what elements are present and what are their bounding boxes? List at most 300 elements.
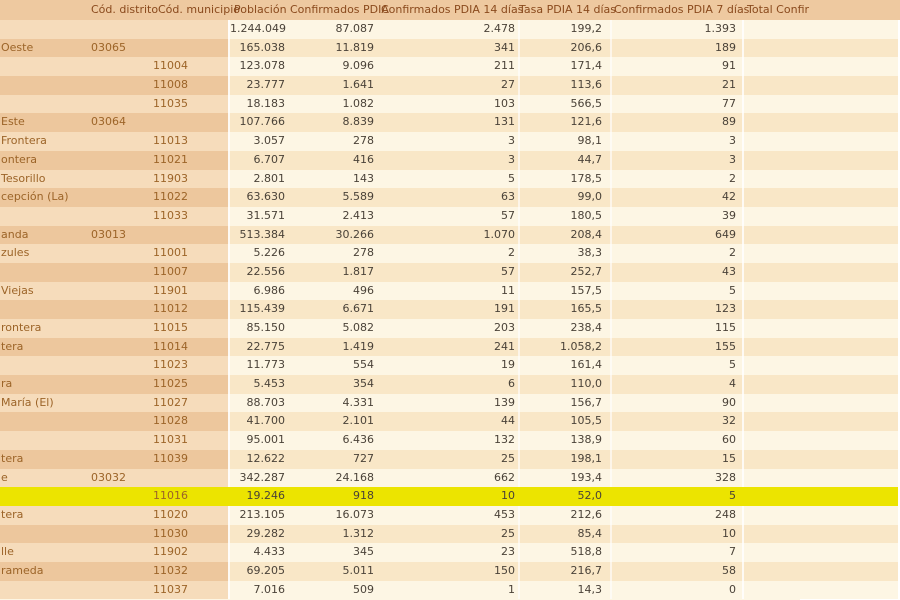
- cell-total-confirmados: [742, 412, 898, 431]
- table-row[interactable]: [0, 543, 900, 562]
- cell-cod-distrito: [88, 170, 153, 189]
- cell-cod-municipio: 11004: [153, 57, 228, 76]
- cell-confirmados-14-dias: 25: [378, 450, 518, 469]
- cell-total-confirmados: [742, 319, 898, 338]
- cell-confirmados-7-dias: 649: [610, 226, 742, 245]
- cell-cod-distrito: [88, 151, 153, 170]
- cell-cod-distrito: [88, 562, 153, 581]
- cell-cod-distrito: [88, 95, 153, 114]
- cell-confirmados-pdia: 354: [289, 375, 378, 394]
- cell-cod-distrito: [88, 431, 153, 450]
- table-row[interactable]: [0, 431, 900, 450]
- cell-confirmados-7-dias: 7: [610, 543, 742, 562]
- cell-confirmados-7-dias: 58: [610, 562, 742, 581]
- cell-tasa-14-dias: 14,3: [518, 581, 610, 600]
- cell-confirmados-14-dias: 211: [378, 57, 518, 76]
- cell-tasa-14-dias: 216,7: [518, 562, 610, 581]
- table-row[interactable]: [0, 207, 900, 226]
- cell-tasa-14-dias: 252,7: [518, 263, 610, 282]
- cell-total-confirmados: [742, 487, 898, 506]
- cell-name-fragment: tera: [0, 338, 88, 357]
- cell-tasa-14-dias: 518,8: [518, 543, 610, 562]
- cell-confirmados-pdia: 1.641: [289, 76, 378, 95]
- cell-cod-distrito: [88, 263, 153, 282]
- col-header-cod-distrito[interactable]: Cód. distrito: [91, 3, 159, 16]
- col-header-confirmados-pdia[interactable]: Confirmados PDIA: [290, 3, 389, 16]
- cell-total-confirmados: [742, 244, 898, 263]
- cell-confirmados-14-dias: 131: [378, 113, 518, 132]
- cell-poblacion: 69.205: [228, 562, 289, 581]
- cell-tasa-14-dias: 156,7: [518, 394, 610, 413]
- cell-confirmados-pdia: 1.419: [289, 338, 378, 357]
- cell-cod-municipio: 11025: [153, 375, 228, 394]
- table-row[interactable]: [0, 394, 900, 413]
- cell-total-confirmados: [742, 506, 898, 525]
- cell-confirmados-14-dias: 1: [378, 581, 518, 600]
- cell-cod-municipio: 11014: [153, 338, 228, 357]
- cell-confirmados-pdia: 416: [289, 151, 378, 170]
- cell-poblacion: 2.801: [228, 170, 289, 189]
- table-row[interactable]: [0, 562, 900, 581]
- cell-tasa-14-dias: 105,5: [518, 412, 610, 431]
- cell-total-confirmados: [742, 375, 898, 394]
- cell-name-fragment: Oeste: [0, 39, 88, 58]
- cell-total-confirmados: [742, 151, 898, 170]
- table-row[interactable]: [0, 113, 900, 132]
- cell-total-confirmados: [742, 525, 898, 544]
- cell-confirmados-7-dias: 123: [610, 300, 742, 319]
- cell-cod-municipio: 11023: [153, 356, 228, 375]
- cell-name-fragment: [0, 412, 88, 431]
- cell-total-confirmados: [742, 20, 898, 39]
- table-row[interactable]: [0, 95, 900, 114]
- cell-confirmados-14-dias: 23: [378, 543, 518, 562]
- table-header: [0, 0, 900, 20]
- cell-confirmados-pdia: 727: [289, 450, 378, 469]
- cell-tasa-14-dias: 99,0: [518, 188, 610, 207]
- cell-tasa-14-dias: 193,4: [518, 469, 610, 488]
- cell-confirmados-7-dias: 189: [610, 39, 742, 58]
- cell-total-confirmados: [742, 226, 898, 245]
- cell-poblacion: 19.246: [228, 487, 289, 506]
- cell-poblacion: 123.078: [228, 57, 289, 76]
- cell-tasa-14-dias: 171,4: [518, 57, 610, 76]
- cell-cod-municipio: 11902: [153, 543, 228, 562]
- cell-confirmados-7-dias: 5: [610, 282, 742, 301]
- cell-cod-distrito: [88, 506, 153, 525]
- cell-total-confirmados: [742, 543, 898, 562]
- cell-confirmados-pdia: 1.817: [289, 263, 378, 282]
- table-row[interactable]: [0, 244, 900, 263]
- cell-confirmados-14-dias: 2.478: [378, 20, 518, 39]
- cell-cod-municipio: 11037: [153, 581, 228, 600]
- table-row[interactable]: [0, 300, 900, 319]
- cell-confirmados-14-dias: 5: [378, 170, 518, 189]
- cell-cod-distrito: [88, 76, 153, 95]
- cell-cod-municipio: 11021: [153, 151, 228, 170]
- table-row[interactable]: [0, 356, 900, 375]
- cell-poblacion: 23.777: [228, 76, 289, 95]
- cell-poblacion: 213.105: [228, 506, 289, 525]
- table-row[interactable]: [0, 76, 900, 95]
- cell-confirmados-pdia: 6.671: [289, 300, 378, 319]
- table-row[interactable]: [0, 39, 900, 58]
- cell-poblacion: 6.986: [228, 282, 289, 301]
- cell-name-fragment: rameda: [0, 562, 88, 581]
- cell-cod-municipio: 11901: [153, 282, 228, 301]
- cell-poblacion: 1.244.049: [228, 20, 289, 39]
- cell-poblacion: 63.630: [228, 188, 289, 207]
- cell-confirmados-14-dias: 3: [378, 151, 518, 170]
- cell-tasa-14-dias: 206,6: [518, 39, 610, 58]
- cell-confirmados-14-dias: 191: [378, 300, 518, 319]
- table-row[interactable]: [0, 226, 900, 245]
- cell-confirmados-pdia: 1.312: [289, 525, 378, 544]
- cell-poblacion: 3.057: [228, 132, 289, 151]
- cell-cod-municipio: 11032: [153, 562, 228, 581]
- cell-tasa-14-dias: 161,4: [518, 356, 610, 375]
- cell-confirmados-7-dias: 3: [610, 151, 742, 170]
- table-row[interactable]: [0, 375, 900, 394]
- cell-confirmados-7-dias: 328: [610, 469, 742, 488]
- cell-confirmados-14-dias: 139: [378, 394, 518, 413]
- cell-cod-distrito: [88, 57, 153, 76]
- cell-total-confirmados: [742, 76, 898, 95]
- cell-name-fragment: e: [0, 469, 88, 488]
- cell-name-fragment: [0, 207, 88, 226]
- cell-total-confirmados: [742, 394, 898, 413]
- cell-poblacion: 12.622: [228, 450, 289, 469]
- cell-cod-distrito: [88, 207, 153, 226]
- cell-cod-municipio: [153, 226, 228, 245]
- cell-confirmados-7-dias: 115: [610, 319, 742, 338]
- cell-poblacion: 31.571: [228, 207, 289, 226]
- cell-confirmados-7-dias: 2: [610, 244, 742, 263]
- cell-confirmados-7-dias: 21: [610, 76, 742, 95]
- cell-poblacion: 18.183: [228, 95, 289, 114]
- cell-poblacion: 29.282: [228, 525, 289, 544]
- col-header-confirmados-7-dias[interactable]: Confirmados PDIA 7 días: [614, 3, 750, 16]
- cell-confirmados-7-dias: 90: [610, 394, 742, 413]
- cell-confirmados-pdia: 16.073: [289, 506, 378, 525]
- cell-cod-distrito: [88, 487, 153, 506]
- cell-total-confirmados: [742, 263, 898, 282]
- cell-total-confirmados: [742, 450, 898, 469]
- cell-poblacion: 95.001: [228, 431, 289, 450]
- cell-cod-municipio: 11020: [153, 506, 228, 525]
- cell-cod-distrito: [88, 319, 153, 338]
- cell-confirmados-pdia: 4.331: [289, 394, 378, 413]
- cell-tasa-14-dias: 208,4: [518, 226, 610, 245]
- cell-confirmados-pdia: 9.096: [289, 57, 378, 76]
- cell-tasa-14-dias: 566,5: [518, 95, 610, 114]
- cell-cod-municipio: 11030: [153, 525, 228, 544]
- cell-confirmados-pdia: 1.082: [289, 95, 378, 114]
- cell-tasa-14-dias: 157,5: [518, 282, 610, 301]
- cell-tasa-14-dias: 44,7: [518, 151, 610, 170]
- cell-cod-distrito: [88, 338, 153, 357]
- cell-confirmados-pdia: 509: [289, 581, 378, 600]
- cell-total-confirmados: [742, 57, 898, 76]
- table-row[interactable]: [0, 263, 900, 282]
- cell-confirmados-7-dias: 91: [610, 57, 742, 76]
- cell-cod-municipio: 11035: [153, 95, 228, 114]
- cell-confirmados-7-dias: 3: [610, 132, 742, 151]
- col-header-cod-municipio[interactable]: Cód. municipio: [158, 3, 240, 16]
- cell-cod-municipio: [153, 20, 228, 39]
- cell-tasa-14-dias: 98,1: [518, 132, 610, 151]
- cell-confirmados-7-dias: 15: [610, 450, 742, 469]
- cell-confirmados-14-dias: 453: [378, 506, 518, 525]
- cell-confirmados-pdia: 8.839: [289, 113, 378, 132]
- cell-name-fragment: [0, 57, 88, 76]
- cell-confirmados-7-dias: 89: [610, 113, 742, 132]
- cell-total-confirmados: [742, 581, 898, 600]
- cell-confirmados-14-dias: 103: [378, 95, 518, 114]
- cell-name-fragment: cepción (La): [0, 188, 88, 207]
- cell-cod-distrito: [88, 20, 153, 39]
- cell-confirmados-14-dias: 25: [378, 525, 518, 544]
- cell-cod-distrito: [88, 450, 153, 469]
- cell-tasa-14-dias: 165,5: [518, 300, 610, 319]
- cell-total-confirmados: [742, 282, 898, 301]
- cell-confirmados-pdia: 87.087: [289, 20, 378, 39]
- cell-cod-municipio: 11012: [153, 300, 228, 319]
- cell-poblacion: 22.556: [228, 263, 289, 282]
- cell-total-confirmados: [742, 188, 898, 207]
- cell-confirmados-pdia: 5.589: [289, 188, 378, 207]
- cell-confirmados-14-dias: 11: [378, 282, 518, 301]
- cell-confirmados-pdia: 5.011: [289, 562, 378, 581]
- cell-confirmados-7-dias: 155: [610, 338, 742, 357]
- cell-confirmados-7-dias: 5: [610, 356, 742, 375]
- table-row[interactable]: [0, 469, 900, 488]
- cell-cod-distrito: [88, 543, 153, 562]
- table-body: [0, 20, 900, 599]
- cell-name-fragment: lle: [0, 543, 88, 562]
- cell-confirmados-pdia: 2.101: [289, 412, 378, 431]
- cell-total-confirmados: [742, 39, 898, 58]
- cell-name-fragment: rontera: [0, 319, 88, 338]
- cell-confirmados-14-dias: 63: [378, 188, 518, 207]
- cell-confirmados-pdia: 11.819: [289, 39, 378, 58]
- cell-tasa-14-dias: 180,5: [518, 207, 610, 226]
- table-row[interactable]: [0, 188, 900, 207]
- cell-poblacion: 4.433: [228, 543, 289, 562]
- cell-tasa-14-dias: 85,4: [518, 525, 610, 544]
- cell-confirmados-pdia: 24.168: [289, 469, 378, 488]
- cell-poblacion: 342.287: [228, 469, 289, 488]
- cell-cod-municipio: 11001: [153, 244, 228, 263]
- cell-name-fragment: [0, 300, 88, 319]
- cell-confirmados-14-dias: 341: [378, 39, 518, 58]
- cell-name-fragment: [0, 95, 88, 114]
- cell-confirmados-14-dias: 57: [378, 263, 518, 282]
- cell-cod-municipio: 11028: [153, 412, 228, 431]
- cell-name-fragment: tera: [0, 450, 88, 469]
- cell-name-fragment: [0, 525, 88, 544]
- cell-poblacion: 88.703: [228, 394, 289, 413]
- cell-poblacion: 107.766: [228, 113, 289, 132]
- cell-tasa-14-dias: 110,0: [518, 375, 610, 394]
- col-header-tasa-14-dias[interactable]: Tasa PDIA 14 días: [519, 3, 616, 16]
- cell-cod-distrito: [88, 188, 153, 207]
- cell-confirmados-pdia: 278: [289, 244, 378, 263]
- table-row[interactable]: [0, 525, 900, 544]
- cell-cod-distrito: 03013: [88, 226, 153, 245]
- cell-cod-municipio: 11031: [153, 431, 228, 450]
- cell-confirmados-7-dias: 4: [610, 375, 742, 394]
- cell-total-confirmados: [742, 431, 898, 450]
- col-header-total-confirmados[interactable]: Total Confir: [747, 3, 810, 16]
- cell-total-confirmados: [742, 132, 898, 151]
- cell-cod-distrito: [88, 132, 153, 151]
- cell-confirmados-7-dias: 248: [610, 506, 742, 525]
- cell-cod-municipio: 11903: [153, 170, 228, 189]
- cell-cod-municipio: 11008: [153, 76, 228, 95]
- cell-name-fragment: zules: [0, 244, 88, 263]
- cell-cod-distrito: 03032: [88, 469, 153, 488]
- cell-total-confirmados: [742, 207, 898, 226]
- cell-poblacion: 7.016: [228, 581, 289, 600]
- cell-confirmados-pdia: 5.082: [289, 319, 378, 338]
- cell-cod-distrito: 03065: [88, 39, 153, 58]
- cell-cod-municipio: [153, 39, 228, 58]
- table-row[interactable]: [0, 57, 900, 76]
- table-row-highlighted[interactable]: [0, 487, 900, 506]
- cell-total-confirmados: [742, 95, 898, 114]
- table-row[interactable]: [0, 506, 900, 525]
- cell-confirmados-pdia: 918: [289, 487, 378, 506]
- cell-cod-municipio: 11013: [153, 132, 228, 151]
- cell-total-confirmados: [742, 113, 898, 132]
- cell-poblacion: 22.775: [228, 338, 289, 357]
- cell-confirmados-pdia: 143: [289, 170, 378, 189]
- cell-tasa-14-dias: 38,3: [518, 244, 610, 263]
- cell-confirmados-14-dias: 19: [378, 356, 518, 375]
- cell-cod-municipio: 11016: [153, 487, 228, 506]
- table-row[interactable]: [0, 151, 900, 170]
- cell-poblacion: 85.150: [228, 319, 289, 338]
- cell-tasa-14-dias: 178,5: [518, 170, 610, 189]
- cell-confirmados-pdia: 496: [289, 282, 378, 301]
- cell-tasa-14-dias: 212,6: [518, 506, 610, 525]
- cell-cod-municipio: 11027: [153, 394, 228, 413]
- table-row[interactable]: [0, 319, 900, 338]
- cell-confirmados-7-dias: 0: [610, 581, 742, 600]
- cell-poblacion: 5.226: [228, 244, 289, 263]
- col-header-poblacion[interactable]: Población: [234, 3, 287, 16]
- cell-poblacion: 165.038: [228, 39, 289, 58]
- cell-cod-municipio: 11015: [153, 319, 228, 338]
- cell-name-fragment: Viejas: [0, 282, 88, 301]
- cell-total-confirmados: [742, 356, 898, 375]
- cell-tasa-14-dias: 52,0: [518, 487, 610, 506]
- cell-name-fragment: [0, 431, 88, 450]
- cell-cod-distrito: 03064: [88, 113, 153, 132]
- cell-tasa-14-dias: 1.058,2: [518, 338, 610, 357]
- cell-name-fragment: tera: [0, 506, 88, 525]
- cell-cod-distrito: [88, 375, 153, 394]
- cell-confirmados-14-dias: 203: [378, 319, 518, 338]
- cell-cod-distrito: [88, 282, 153, 301]
- table-row[interactable]: [0, 338, 900, 357]
- cell-name-fragment: Tesorillo: [0, 170, 88, 189]
- cell-tasa-14-dias: 238,4: [518, 319, 610, 338]
- cell-name-fragment: [0, 263, 88, 282]
- cell-total-confirmados: [742, 469, 898, 488]
- cell-confirmados-7-dias: 42: [610, 188, 742, 207]
- cell-poblacion: 5.453: [228, 375, 289, 394]
- cell-poblacion: 6.707: [228, 151, 289, 170]
- cell-confirmados-pdia: 345: [289, 543, 378, 562]
- table-row[interactable]: [0, 282, 900, 301]
- col-header-confirmados-14-dias[interactable]: Confirmados PDIA 14 días: [381, 3, 524, 16]
- cell-confirmados-14-dias: 2: [378, 244, 518, 263]
- cell-cod-distrito: [88, 525, 153, 544]
- cell-confirmados-14-dias: 57: [378, 207, 518, 226]
- cell-cod-distrito: [88, 412, 153, 431]
- cell-confirmados-7-dias: 1.393: [610, 20, 742, 39]
- cell-name-fragment: [0, 356, 88, 375]
- cell-name-fragment: Frontera: [0, 132, 88, 151]
- cell-cod-distrito: [88, 356, 153, 375]
- cell-confirmados-7-dias: 77: [610, 95, 742, 114]
- cell-cod-distrito: [88, 244, 153, 263]
- cell-total-confirmados: [742, 338, 898, 357]
- cell-total-confirmados: [742, 562, 898, 581]
- cell-cod-distrito: [88, 581, 153, 600]
- cell-cod-municipio: 11033: [153, 207, 228, 226]
- cell-confirmados-14-dias: 10: [378, 487, 518, 506]
- cell-cod-municipio: [153, 113, 228, 132]
- cell-poblacion: 115.439: [228, 300, 289, 319]
- cell-cod-municipio: [153, 469, 228, 488]
- cell-total-confirmados: [742, 300, 898, 319]
- table-row[interactable]: [0, 20, 900, 39]
- cell-tasa-14-dias: 138,9: [518, 431, 610, 450]
- cell-confirmados-pdia: 554: [289, 356, 378, 375]
- cell-name-fragment: anda: [0, 226, 88, 245]
- cell-poblacion: 11.773: [228, 356, 289, 375]
- cell-confirmados-pdia: 30.266: [289, 226, 378, 245]
- cell-confirmados-pdia: 6.436: [289, 431, 378, 450]
- cell-name-fragment: [0, 581, 88, 600]
- table-row[interactable]: [0, 450, 900, 469]
- cell-name-fragment: ontera: [0, 151, 88, 170]
- cell-cod-municipio: 11007: [153, 263, 228, 282]
- cell-poblacion: 41.700: [228, 412, 289, 431]
- cell-confirmados-pdia: 278: [289, 132, 378, 151]
- cell-confirmados-7-dias: 43: [610, 263, 742, 282]
- table-row[interactable]: [0, 412, 900, 431]
- table-row[interactable]: [0, 132, 900, 151]
- cell-poblacion: 513.384: [228, 226, 289, 245]
- cell-confirmados-7-dias: 32: [610, 412, 742, 431]
- cell-confirmados-7-dias: 10: [610, 525, 742, 544]
- cell-tasa-14-dias: 113,6: [518, 76, 610, 95]
- cell-confirmados-7-dias: 60: [610, 431, 742, 450]
- cell-confirmados-14-dias: 150: [378, 562, 518, 581]
- cell-confirmados-14-dias: 241: [378, 338, 518, 357]
- cell-confirmados-14-dias: 132: [378, 431, 518, 450]
- cell-confirmados-14-dias: 6: [378, 375, 518, 394]
- cell-name-fragment: ra: [0, 375, 88, 394]
- cell-confirmados-14-dias: 27: [378, 76, 518, 95]
- cell-cod-distrito: [88, 394, 153, 413]
- table-row[interactable]: [0, 581, 900, 600]
- table-row[interactable]: [0, 170, 900, 189]
